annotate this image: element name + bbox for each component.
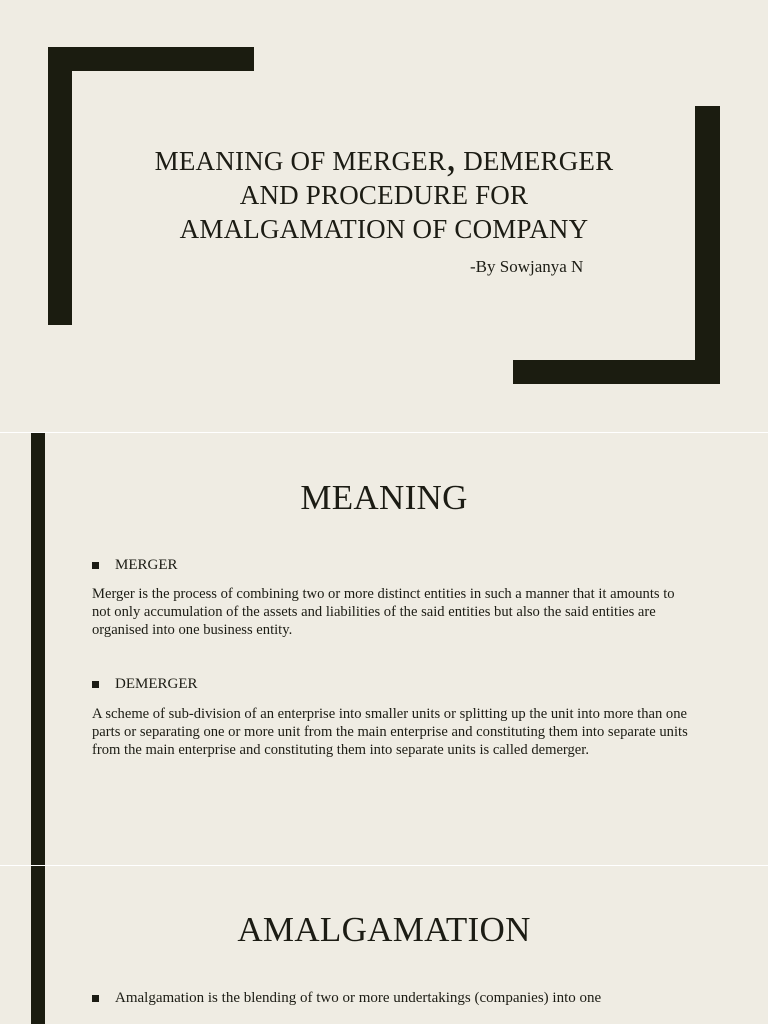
author-byline: -By Sowjanya N: [470, 257, 584, 276]
bullet-square-icon: [92, 681, 99, 688]
meaning-slide: [0, 433, 768, 865]
amalgamation-slide: [0, 866, 768, 1024]
amalgamation-text: Amalgamation is the blending of two or more undertakings (companies) into one: [115, 990, 602, 1006]
frame-corner-top-left-vertical: [48, 47, 72, 325]
demerger-bullet: [92, 676, 198, 693]
title-line-3: AMALGAMATION OF COMPANY: [179, 214, 589, 244]
slide-title: [110, 134, 658, 246]
title-line-1: MEANING OF MERGER, DEMERGER: [154, 134, 614, 179]
merger-definition: Merger is the process of combining two or more distinct entities in such a manner that it amounts to not only accumulation of the assets and liabilities of the said entities but also the said entities are organised into one business entity.: [92, 586, 675, 638]
bullet-square-icon: [92, 562, 99, 569]
frame-corner-bottom-right-vertical: [695, 106, 720, 384]
merger-bullet: [92, 557, 178, 574]
amalgamation-bullet: [92, 990, 601, 1007]
merger-label: MERGER: [115, 557, 178, 573]
slide-heading: MEANING: [300, 478, 468, 517]
demerger-definition: A scheme of sub-division of an enterprise into smaller units or splitting up the unit into more than one parts or separating one or more unit from the main enterprise and constituting them into separate units from the main enterprise and constituting them into separate units is called demerger.: [92, 706, 688, 758]
demerger-label: DEMERGER: [115, 676, 198, 692]
title-slide: [0, 0, 768, 432]
frame-corner-top-left-horizontal: [48, 47, 254, 71]
title-line-2: AND PROCEDURE FOR: [239, 180, 529, 210]
frame-corner-bottom-right-horizontal: [513, 360, 720, 384]
slide-heading: AMALGAMATION: [237, 910, 531, 949]
bullet-square-icon: [92, 995, 99, 1002]
